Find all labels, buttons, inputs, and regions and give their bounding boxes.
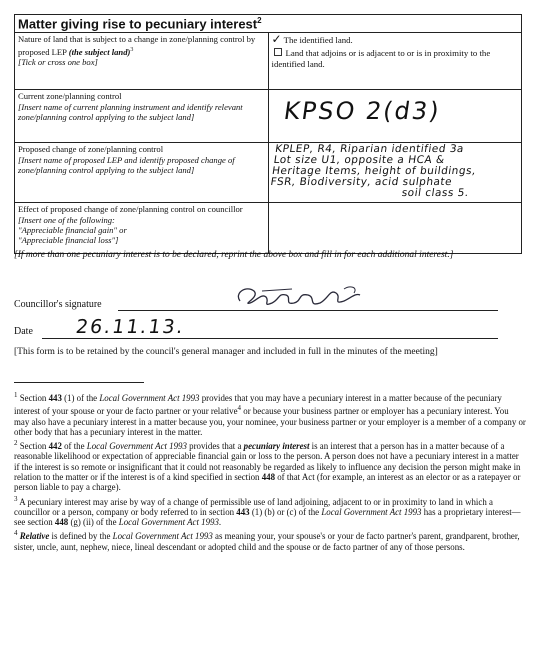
effect-value[interactable] bbox=[268, 203, 522, 254]
signature-image bbox=[232, 283, 372, 313]
date-line bbox=[42, 338, 498, 339]
footnote-1: $^1$ Section 443 (1) of the Local Government Act 1993 provides that you may have a pecuniary interest in a matter because of the pecuniary interest of your spouse or your de facto partner or your relative$^4$ or because your business partner or employer has a pecuniary interest. You may also have a pecuniary interest in a matter because you, your nominee, your business partner or your employer is a member of a company or other body that has a pecuniary interest in the matter. bbox=[14, 391, 526, 437]
effect-label: Effect of proposed change of zone/planning control on councillor [Insert one of the following: "Appreciable financial gain" or "Appreciable financial loss"] bbox=[15, 203, 269, 254]
date-label: Date bbox=[14, 326, 33, 337]
additional-interest-note: [If more than one pecuniary interest is to be declared, reprint the above box and fill in for each additional interest.] bbox=[14, 250, 454, 260]
footnote-4: $^4$ Relative is defined by the Local Government Act 1993 as meaning your, your spouse's or your de facto partner's parent, grandparent, brother, sister, uncle, aunt, nephew, niece, lineal descendant or adopted child and the spouse or de facto partner of any of those persons. bbox=[14, 529, 520, 552]
table-row bbox=[15, 203, 522, 254]
pecuniary-interest-table bbox=[14, 14, 522, 254]
handwritten-date: 26.11.13. bbox=[74, 316, 187, 338]
empty-checkbox-icon bbox=[274, 48, 282, 56]
current-zone-value[interactable] bbox=[268, 90, 522, 143]
footnote-2: $^2$ Section 442 of the Local Government Act 1993 provides that a pecuniary interest is an interest that a person has in a matter because of a reasonable likelihood or expectation of appreciable financial gain or loss to the person. A person does not have a pecuniary interest in a matter if the interest is so remote or insignificant that it could not reasonably be regarded as likely to influence any decision the person might make in relation to the matter or if the interest is of a kind specified in section 448 of that Act (for example, an interest as an elector or as a ratepayer or person liable to pay a charge). bbox=[14, 439, 521, 493]
table-row bbox=[15, 90, 522, 143]
signature-label: Councillor's signature bbox=[14, 299, 102, 310]
subject-land-label: Nature of land that is subject to a change in zone/planning control by proposed LEP (the subject land)$^3$ [Tick or cross one box] bbox=[15, 33, 269, 90]
footnote-divider bbox=[14, 382, 144, 383]
handwritten-proposed-change: KPLEP, R4, Riparian identified 3a Lot size U1, opposite a HCA & Heritage Items, height of buildings, FSR, Biodiversity, acid sulphate soil class 5. bbox=[269, 143, 477, 200]
handwritten-current-zone: KPSO 2(d3) bbox=[281, 97, 442, 126]
footnote-3: $^3$ A pecuniary interest may arise by way of a change of permissible use of land adjoining, adjacent to or in proximity to land in which a councillor or a person, company or body referred to in section 443 (1) (b) or (c) of the Local Government Act 1993 has a proprietary interest—see section 448 (g) (ii) of the Local Government Act 1993. bbox=[14, 494, 521, 528]
retention-note: [This form is to be retained by the council's general manager and included in full in the minutes of the meeting] bbox=[14, 347, 438, 357]
tick-mark-icon: ✓ bbox=[271, 32, 282, 47]
proposed-change-label: Proposed change of zone/planning control [Insert name of proposed LEP and identify proposed change of zone/planning control applying to the subject land] bbox=[15, 143, 269, 203]
footnotes bbox=[14, 390, 526, 553]
current-zone-label: Current zone/planning control [Insert name of current planning instrument and identify relevant zone/planning control applying to the subject land] bbox=[15, 90, 269, 143]
adjoining-land-option[interactable]: Land that adjoins or is adjacent to or is in proximity to the identified land. bbox=[271, 48, 491, 70]
proposed-change-value[interactable] bbox=[268, 143, 522, 203]
table-row bbox=[15, 143, 522, 203]
subject-land-options bbox=[268, 33, 522, 90]
table-row bbox=[15, 33, 522, 90]
table-title: Matter giving rise to pecuniary interest$^2$ bbox=[15, 15, 522, 33]
identified-land-option[interactable]: ✓ The identified land. bbox=[271, 32, 353, 47]
